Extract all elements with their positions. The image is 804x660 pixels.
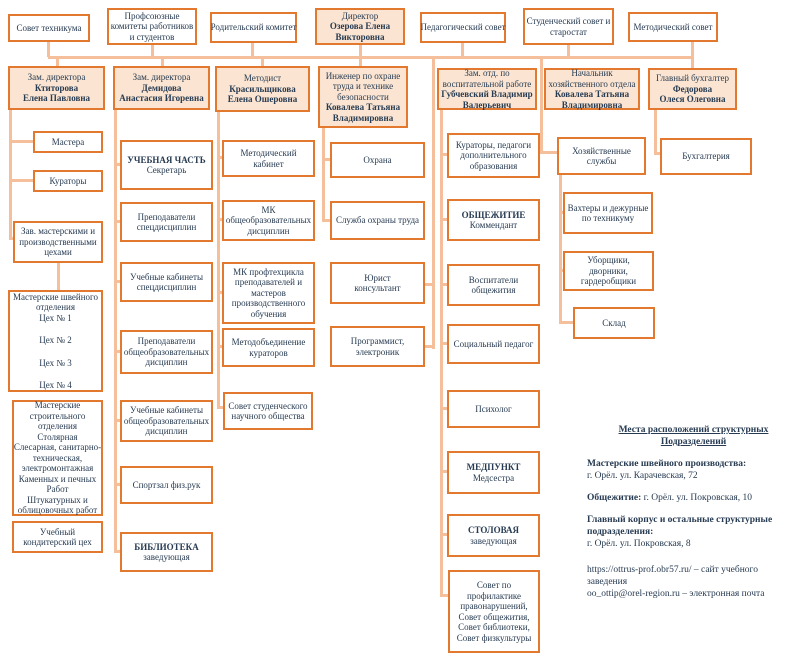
uchebnaya-chast-label-line: Секретарь <box>146 165 187 175</box>
sovet-profilaktiki-label-line: Совет библиотеки, <box>458 622 530 632</box>
cehi-stroitelnye-label-line: Работ <box>46 484 69 495</box>
krasilshchikova-label-line: Елена Ошеровна <box>227 94 298 105</box>
connector-line <box>322 128 325 221</box>
sklad-label-line: Склад <box>602 317 626 328</box>
sovet-sno-label-line: научного общества <box>231 411 305 421</box>
sovet-profilaktiki-label-line: Совет общежития, <box>458 611 530 622</box>
org-box-vahtery <box>563 192 653 234</box>
site-url-text: https://ottrus-prof.obr57.ru/ – сайт учебного заведения <box>587 565 758 587</box>
org-box-programmist <box>330 326 425 367</box>
cehi-stroitelnye-label-line: отделения <box>37 421 78 432</box>
info-section-dorm <box>587 492 800 504</box>
mk-obshch-label-line: общеобразовательных <box>225 215 312 226</box>
gubchevsky-label-line: Губчевский Владимир <box>441 89 533 99</box>
org-box-uchebnaya-chast <box>120 140 213 190</box>
prepod-obshch-label-line: Преподаватели <box>137 336 196 347</box>
demidova-label-line: Анастасия Игоревна <box>119 93 204 104</box>
mk-proftsikl-label-line: производственного <box>231 298 306 309</box>
info-label: Общежитие: <box>587 493 642 503</box>
profkom-label-line: Профсоюзные <box>124 10 180 21</box>
sportzal-label-line: Спортзал физ.рук <box>132 479 201 490</box>
connector-line <box>9 140 35 143</box>
konditersky-label-line: Учебный <box>39 526 76 537</box>
gubchevsky-label-line: воспитательной работе <box>442 78 532 89</box>
connector-line <box>114 109 117 553</box>
vahtery-label-line: Вахтеры и дежурные <box>567 202 649 213</box>
cehi-stroitelnye-label-line: Слесарная, санитарно- <box>13 442 102 453</box>
org-box-biblioteka <box>120 532 213 572</box>
org-box-stolovaya <box>447 514 540 557</box>
uborshchiki-label-line: дворники, <box>589 265 628 276</box>
kab-obshch-label-line: дисциплин <box>145 426 188 437</box>
org-box-mastera <box>33 131 103 153</box>
org-box-sovet-sno <box>223 392 313 430</box>
org-box-vospitateli <box>447 264 540 306</box>
zav-masterskimi-label-line: цехами <box>44 247 72 258</box>
connector-line <box>654 110 657 155</box>
org-box-sklad <box>573 307 655 339</box>
cehi-stroitelnye-label-line: строительного <box>29 410 86 421</box>
org-box-mk-proftsikl <box>222 262 315 324</box>
medpunkt-label-line: Медсестра <box>472 472 515 483</box>
org-box-gubchevsky <box>437 68 537 110</box>
fedorova-label-line: Главный бухгалтер <box>655 73 730 84</box>
org-box-yurist <box>330 262 425 304</box>
cehi-stroitelnye-label-line: облицовочных работ <box>17 505 98 516</box>
connector-line <box>217 112 220 408</box>
gubchevsky-label-line: Зам. отд. по <box>464 68 510 78</box>
yurist-label-line: Юрист <box>364 272 391 283</box>
org-box-sportzal <box>120 466 213 504</box>
ktitorova-label-line: Елена Павловна <box>22 93 91 104</box>
biblioteka-label-line: заведующая <box>143 552 190 562</box>
org-box-fedorova <box>648 68 737 110</box>
connector-line <box>461 43 464 57</box>
vahtery-label-line: по техникуму <box>581 213 635 223</box>
connector-line <box>432 57 435 349</box>
org-box-demidova <box>113 66 210 110</box>
cehi-stroitelnye-label-line: Мастерские <box>34 400 81 411</box>
connector-line <box>47 42 50 57</box>
studsovet-label-line: Студенческий совет и <box>526 16 611 26</box>
info-section-main-building <box>587 514 800 550</box>
prepod-obshch-label-line: общеобразовательных <box>123 346 210 357</box>
kuratory-label-line: Кураторы <box>49 175 87 186</box>
org-box-nachalnik <box>544 68 640 110</box>
obshchezhitie-label-line: Коммендант <box>469 220 518 230</box>
sovet-tehnikuma-label-line: Совет техникума <box>16 22 82 33</box>
connector-line <box>251 43 254 57</box>
mk-obshch-label-line: МК <box>261 204 276 215</box>
metodobyedinenie-label-line: Методобъединение <box>231 337 306 347</box>
org-box-pedsovet <box>420 12 506 43</box>
info-value: г. Орёл. ул. Карачевская, 72 <box>587 471 698 481</box>
cehi-stroitelnye-label-line: Штукатурных и <box>27 494 88 505</box>
prepod-spec-label-line: спецдисциплин <box>136 222 197 232</box>
org-box-psiholog <box>447 390 540 428</box>
connector-line <box>9 109 12 240</box>
programmist-label-line: Программист, <box>350 336 405 346</box>
kuratory-pedagogi-label-line: образования <box>469 160 518 171</box>
stolovaya-label-line: СТОЛОВАЯ <box>467 525 520 535</box>
metodsovet-label-line: Методический совет <box>633 21 713 32</box>
konditersky-label-line: кондитерский цех <box>23 537 92 547</box>
biblioteka-label-line: БИБЛИОТЕКА <box>134 541 199 552</box>
org-box-cehi-shveynye <box>8 290 103 392</box>
metodkabinet-label-line: кабинет <box>253 158 284 169</box>
prepod-obshch-label-line: дисциплин <box>145 357 188 368</box>
mk-proftsikl-label-line: преподавателей и <box>234 277 303 288</box>
mk-proftsikl-label-line: мастеров <box>251 287 286 298</box>
connector-line <box>9 179 35 182</box>
cehi-shveynye-label-line: Цех № 2 <box>39 335 72 345</box>
info-title-line2: Подразделений <box>660 437 727 447</box>
inzhener-label-line: Владимировна <box>332 112 394 123</box>
cehi-shveynye-label-line: Цех № 4 <box>39 380 72 390</box>
org-box-prepod-obshch <box>120 330 213 374</box>
zav-masterskimi-label-line: Зав. мастерскими и <box>20 226 96 237</box>
connector-line <box>57 262 60 291</box>
sovet-profilaktiki-label-line: профилактике <box>466 590 522 601</box>
socpedagog-label-line: Социальный педагог <box>453 338 534 349</box>
org-box-obshchezhitie <box>447 199 540 241</box>
org-box-kuratory <box>33 170 103 192</box>
info-label: Мастерские швейного производства: <box>587 459 747 469</box>
inzhener-label-line: Ковалева Татьяна <box>325 102 401 113</box>
org-box-metodsovet <box>628 12 718 42</box>
kab-obshch-label-line: Учебные кабинеты <box>130 405 203 416</box>
buhgalteriya-label-line: Бухгалтерия <box>682 151 730 162</box>
ktitorova-label-line: Зам. директора <box>27 72 86 83</box>
org-box-rodkom <box>210 12 297 43</box>
org-box-ohrana <box>330 142 425 178</box>
sovet-profilaktiki-label-line: правонарушений, <box>460 601 528 611</box>
cehi-shveynye-label-line: Цех № 3 <box>39 357 72 368</box>
krasilshchikova-label-line: Красильщикова <box>229 83 296 94</box>
info-title-line1: Места расположений структурных <box>618 425 769 435</box>
sovet-profilaktiki-label-line: Совет физкультуры <box>456 632 532 643</box>
org-box-studsovet <box>523 8 614 45</box>
org-box-prepod-spec <box>120 202 213 242</box>
connector-line <box>540 57 543 154</box>
demidova-label-line: Зам. директора <box>132 72 191 83</box>
kuratory-pedagogi-label-line: дополнительного <box>460 150 527 161</box>
mk-proftsikl-label-line: обучения <box>250 308 287 319</box>
cehi-shveynye-label-line: Цех № 1 <box>39 312 72 323</box>
fedorova-label-line: Олеся Олеговна <box>659 94 726 105</box>
gubchevsky-label-line: Валерьевич <box>462 99 512 110</box>
uborshchiki-label-line: Уборщики, <box>587 255 630 266</box>
connector-line <box>48 56 694 59</box>
org-box-socpedagog <box>447 324 540 364</box>
sovet-profilaktiki-label-line: Совет по <box>476 580 512 590</box>
org-box-hozsluzhby <box>557 137 646 175</box>
org-box-buhgalteriya <box>660 138 752 175</box>
ohrana-label-line: Охрана <box>363 154 392 165</box>
hozsluzhby-label-line: службы <box>586 156 617 166</box>
vospitateli-label-line: общежития <box>471 285 516 295</box>
org-box-metodobyedinenie <box>222 328 315 367</box>
mk-proftsikl-label-line: МК профтехцикла <box>233 266 304 277</box>
email-text: oo_ottip@orel-region.ru – электронная почта <box>587 589 765 599</box>
org-box-inzhener <box>318 66 408 128</box>
info-value: г. Орёл. ул. Покровская, 10 <box>643 493 753 503</box>
pedsovet-label-line: Педагогический совет <box>420 22 506 33</box>
sluzhba-ot-label-line: Служба охраны труда <box>335 215 420 226</box>
uchebnaya-chast-label-line: УЧЕБНАЯ ЧАСТЬ <box>127 154 206 165</box>
director-label-line: Директор <box>341 10 379 21</box>
org-box-cehi-stroitelnye <box>12 400 103 516</box>
org-box-profkom <box>107 8 197 45</box>
cehi-stroitelnye-label-line: Каменных и печных <box>18 473 97 484</box>
org-box-mk-obshch <box>222 200 315 241</box>
connector-line <box>559 174 562 324</box>
krasilshchikova-label-line: Методист <box>243 73 282 84</box>
stolovaya-label-line: заведующая <box>470 535 517 546</box>
org-box-sluzhba-ot <box>330 201 425 240</box>
kab-obshch-label-line: общеобразовательных <box>123 415 210 426</box>
cehi-stroitelnye-label-line: техническая, <box>32 452 83 463</box>
obshchezhitie-label-line: ОБЩЕЖИТИЕ <box>461 209 526 220</box>
cehi-stroitelnye-label-line: электромонтажная <box>21 463 94 474</box>
info-section-sewing <box>587 458 800 482</box>
vospitateli-label-line: Воспитатели <box>468 274 519 285</box>
info-title <box>587 424 800 448</box>
info-label: Главный корпус и остальные структурные подразделения: <box>587 515 773 537</box>
org-box-kuratory-pedagogi <box>447 133 540 178</box>
metodkabinet-label-line: Методический <box>240 148 297 158</box>
mastera-label-line: Мастера <box>51 136 85 147</box>
inzhener-label-line: труда и технике <box>332 81 394 92</box>
metodobyedinenie-label-line: кураторов <box>249 347 288 358</box>
demidova-label-line: Демидова <box>141 82 182 93</box>
hozsluzhby-label-line: Хозяйственные <box>572 145 631 156</box>
studsovet-label-line: старостат <box>550 26 587 37</box>
nachalnik-label-line: хозяйственного отдела <box>548 78 636 89</box>
cehi-shveynye-label-line: отделения <box>35 302 76 312</box>
zav-masterskimi-label-line: производственными <box>19 236 97 247</box>
medpunkt-label-line: МЕДПУНКТ <box>466 462 521 472</box>
uborshchiki-label-line: гардеробщики <box>580 276 637 287</box>
nachalnik-label-line: Начальник <box>571 68 613 78</box>
org-box-kab-spec <box>120 262 213 302</box>
info-links <box>587 564 800 600</box>
inzhener-label-line: безопасности <box>337 91 389 102</box>
org-box-krasilshchikova <box>215 66 310 112</box>
org-box-metodkabinet <box>222 140 315 177</box>
kab-spec-label-line: Учебные кабинеты <box>130 271 203 282</box>
programmist-label-line: электроник <box>355 346 400 357</box>
kab-spec-label-line: спецдисциплин <box>136 282 197 292</box>
ktitorova-label-line: Ктиторова <box>34 82 79 93</box>
yurist-label-line: консультант <box>354 283 401 293</box>
org-box-uborshchiki <box>563 251 654 291</box>
mk-obshch-label-line: дисциплин <box>247 225 290 236</box>
org-box-director <box>315 8 405 45</box>
cehi-stroitelnye-label-line: Столярная <box>37 431 78 442</box>
org-box-ktitorova <box>8 66 105 110</box>
sovet-sno-label-line: Совет студенческого <box>228 400 308 411</box>
kuratory-pedagogi-label-line: Кураторы, педагоги <box>455 139 532 150</box>
nachalnik-label-line: Ковалева Татьяна <box>554 89 630 99</box>
prepod-spec-label-line: Преподаватели <box>137 211 196 222</box>
fedorova-label-line: Федорова <box>672 83 713 94</box>
director-label-line: Викторовна <box>335 31 385 42</box>
director-label-line: Озерова Елена <box>329 21 391 32</box>
inzhener-label-line: Инженер по охране <box>325 70 401 81</box>
profkom-label-line: и студентов <box>129 31 175 42</box>
org-box-konditersky <box>12 521 103 553</box>
nachalnik-label-line: Владимировна <box>561 99 623 110</box>
org-box-zav-masterskimi <box>13 221 103 263</box>
org-box-kab-obshch <box>120 400 213 442</box>
cehi-shveynye-label-line: Мастерские швейного <box>12 291 99 302</box>
org-box-sovet-profilaktiki <box>448 570 540 653</box>
org-box-sovet-tehnikuma <box>8 14 90 42</box>
locations-info-block <box>587 424 800 610</box>
rodkom-label-line: Родительский комитет <box>210 22 297 33</box>
profkom-label-line: комитеты работников <box>110 21 194 32</box>
psiholog-label-line: Психолог <box>475 403 512 414</box>
info-value: г. Орёл. ул. Покровская, 8 <box>587 539 691 549</box>
org-box-medpunkt <box>447 451 540 494</box>
connector-line <box>440 110 443 597</box>
